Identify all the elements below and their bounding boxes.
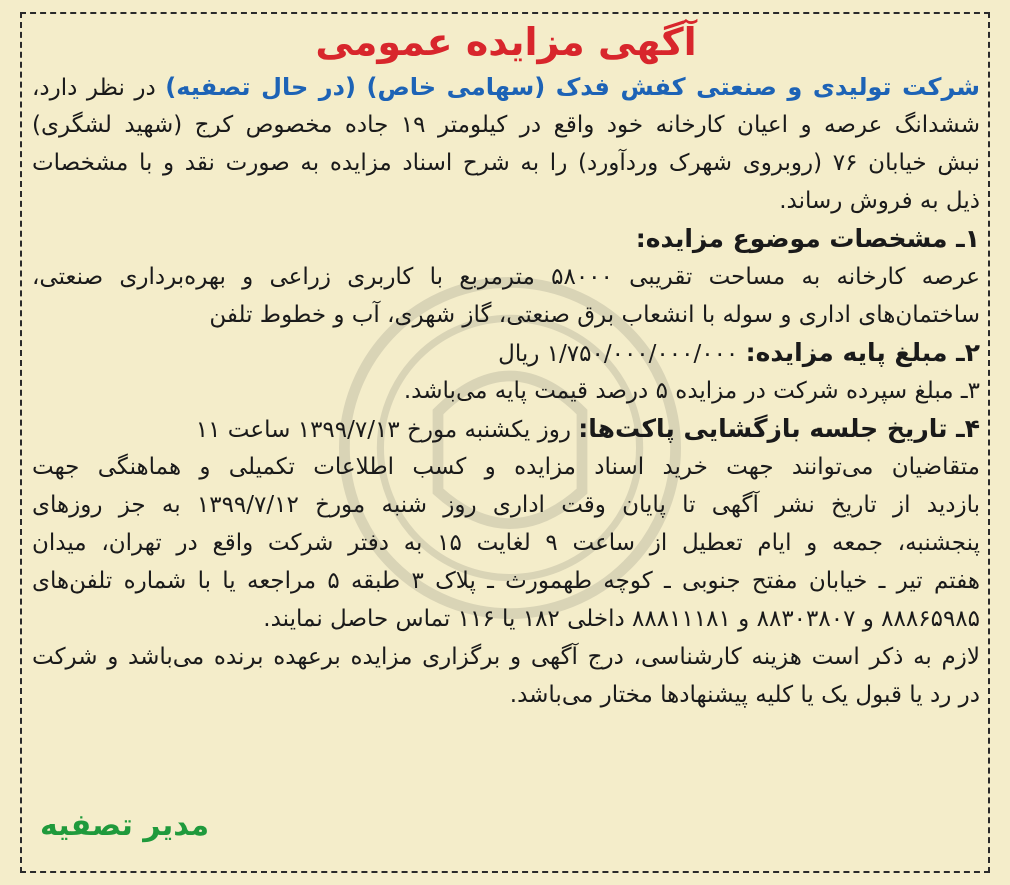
footer-line-2: در رد یا قبول یک یا کلیه پیشنهادها مختار می‌باشد.: [509, 682, 980, 708]
section-1-line-2: ساختمان‌های اداری و سوله با انشعاب برق صنعتی، گاز شهری، آب و خطوط تلفن: [209, 302, 980, 328]
section-2: [32, 334, 980, 372]
details-line-4: هفتم تیر ـ خیابان مفتح جنوبی ـ کوچه طهمورث ـ پلاک ۳ طبقه ۵ مراجعه یا با شماره تلفن‌های: [32, 568, 980, 594]
details-line-1: متقاضیان می‌توانند جهت خرید اسناد مزایده و کسب اطلاعات تکمیلی و هماهنگی جهت: [32, 454, 980, 480]
details-line-3: پنجشنبه، جمعه و ایام تعطیل از ساعت ۹ لغایت ۱۵ به دفتر شرکت واقع در تهران، میدان: [32, 530, 980, 556]
company-name: شرکت تولیدی و صنعتی کفش فدک (سهامی خاص) (در حال تصفیه): [165, 73, 980, 101]
notice-content: [32, 18, 980, 714]
base-price: ۱/۷۵۰/۰۰۰/۰۰۰/۰۰۰ ریال: [498, 341, 739, 367]
intro-line-1-rest: در نظر دارد،: [32, 75, 156, 101]
section-4-heading: ۴ـ تاریخ جلسه بازگشایی پاکت‌ها:: [578, 414, 980, 443]
opening-date: روز یکشنبه مورخ ۱۳۹۹/۷/۱۳ ساعت ۱۱: [195, 417, 571, 443]
details-line-5: ۸۸۸۶۵۹۸۵ و ۸۸۳۰۳۸۰۷ و ۸۸۸۱۱۱۸۱ داخلی ۱۸۲ یا ۱۱۶ تماس حاصل نمایند.: [263, 606, 980, 632]
intro-line-4: ذیل به فروش رساند.: [779, 188, 980, 214]
intro-line-1: [32, 68, 980, 106]
section-1-line-1: عرصه کارخانه به مساحت تقریبی ۵۸۰۰۰ مترمربع با کاربری زراعی و بهره‌برداری صنعتی،: [32, 264, 980, 290]
notice-title: آگهی مزایده عمومی: [315, 20, 697, 64]
section-3: ۳ـ مبلغ سپرده شرکت در مزایده ۵ درصد قیمت پایه می‌باشد.: [403, 378, 980, 404]
section-2-heading: ۲ـ مبلغ پایه مزایده:: [745, 338, 980, 367]
intro-line-2: ششدانگ عرصه و اعیان کارخانه خود واقع در کیلومتر ۱۹ جاده مخصوص کرج (شهید لشگری): [32, 112, 980, 138]
details-line-2: بازدید از تاریخ نشر آگهی تا پایان وقت اداری روز شنبه مورخ ۱۳۹۹/۷/۱۲ به جز روزهای: [32, 492, 980, 518]
signature: مدیر تصفیه: [40, 808, 210, 843]
section-1-heading: ۱ـ مشخصات موضوع مزایده:: [635, 224, 980, 253]
footer-line-1: لازم به ذکر است هزینه کارشناسی، درج آگهی و برگزاری مزایده برعهده برنده می‌باشد و شرکت: [32, 644, 980, 670]
section-4: [32, 410, 980, 448]
intro-line-3: نبش خیابان ۷۶ (روبروی شهرک وردآورد) را به شرح اسناد مزایده به صورت نقد و با مشخصات: [32, 150, 980, 176]
